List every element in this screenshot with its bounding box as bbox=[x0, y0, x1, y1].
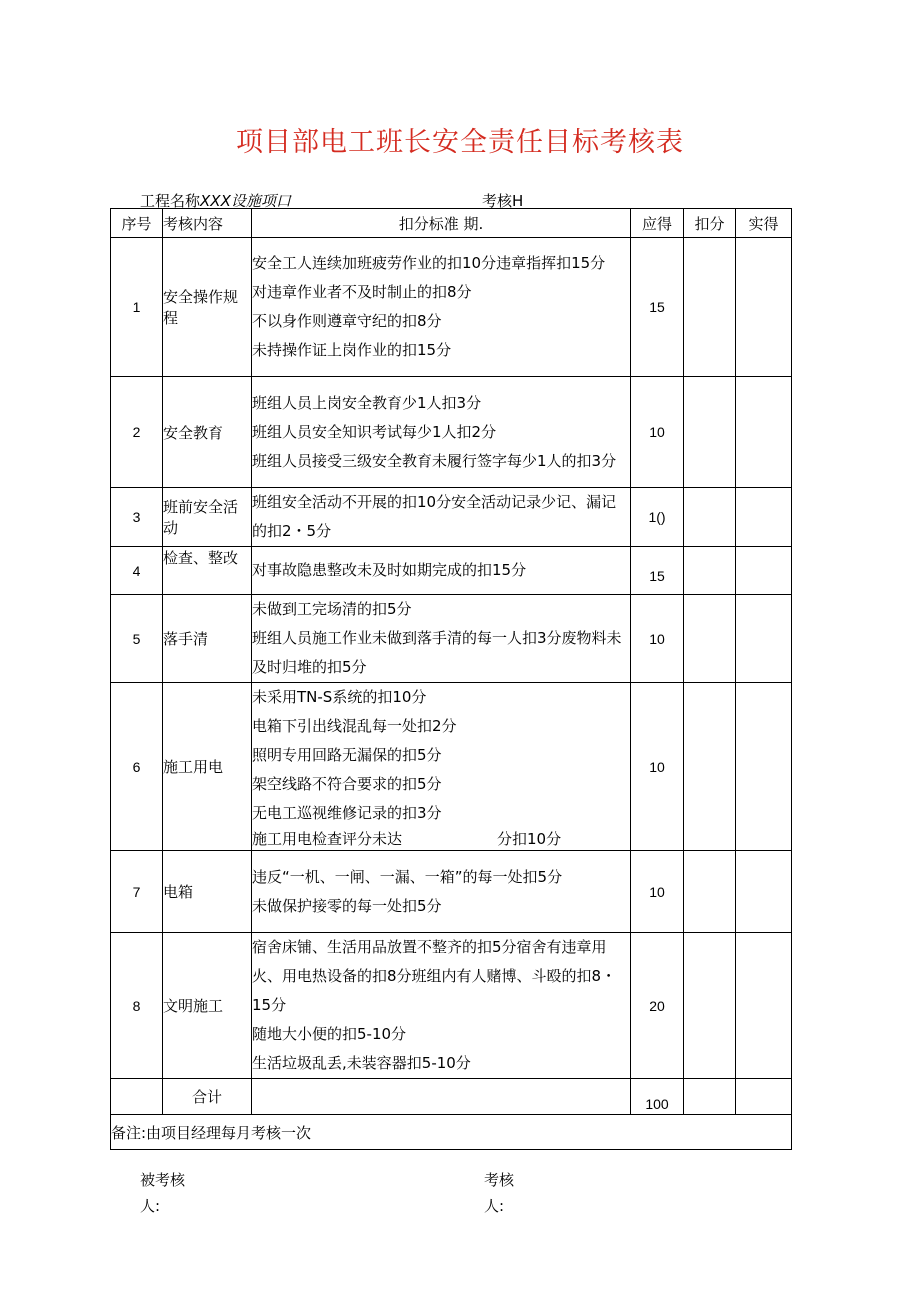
standard-line: 班组人员施工作业未做到落手清的每一人扣3分废物料未及时归堆的扣5分 bbox=[252, 629, 622, 676]
row-standard bbox=[252, 851, 631, 933]
row-standard bbox=[252, 488, 631, 547]
standard-line: 对事故隐患整改未及时如期完成的扣15分 bbox=[252, 561, 527, 579]
row-content: 电箱 bbox=[163, 851, 252, 933]
row-due: 15 bbox=[631, 547, 684, 595]
standard-line: 无电工巡视维修记录的扣3分 bbox=[252, 804, 442, 822]
table-row bbox=[111, 851, 792, 933]
row-seq: 3 bbox=[111, 488, 163, 547]
row-actual bbox=[736, 851, 792, 933]
row-seq: 7 bbox=[111, 851, 163, 933]
row-deduct bbox=[684, 547, 736, 595]
table-row bbox=[111, 933, 792, 1079]
standard-line bbox=[252, 828, 630, 850]
row-actual bbox=[736, 238, 792, 377]
row-deduct bbox=[684, 488, 736, 547]
row-seq: 2 bbox=[111, 377, 163, 488]
row-standard bbox=[252, 377, 631, 488]
row-content: 检查、整改 bbox=[163, 547, 252, 595]
standard-line: 电箱下引出线混乱每一处扣2分 bbox=[252, 717, 457, 735]
row-due: 15 bbox=[631, 238, 684, 377]
row-deduct bbox=[684, 851, 736, 933]
row-standard bbox=[252, 595, 631, 683]
row-seq: 5 bbox=[111, 595, 163, 683]
standard-line: 班组人员接受三级安全教育未履行签字每少1人的扣3分 bbox=[252, 451, 617, 470]
row-content: 文明施工 bbox=[163, 933, 252, 1079]
standard-line: 照明专用回路无漏保的扣5分 bbox=[252, 746, 442, 764]
row-content: 落手清 bbox=[163, 595, 252, 683]
row-due: 10 bbox=[631, 595, 684, 683]
row-content: 施工用电 bbox=[163, 683, 252, 851]
row-actual bbox=[736, 547, 792, 595]
standard-line: 班组人员安全知识考试每少1人扣2分 bbox=[252, 422, 497, 441]
remark: 备注:由项目经理每月考核一次 bbox=[111, 1115, 792, 1150]
table-row bbox=[111, 595, 792, 683]
project-value: XXX设施项口 bbox=[200, 192, 291, 210]
row-actual bbox=[736, 683, 792, 851]
row-seq: 6 bbox=[111, 683, 163, 851]
standard-line: 未做保护接零的每一处扣5分 bbox=[252, 896, 442, 915]
row-deduct bbox=[684, 238, 736, 377]
row-actual bbox=[736, 933, 792, 1079]
examinee-signature-label: 被考核人: bbox=[140, 1171, 186, 1215]
header-deduct: 扣分 bbox=[684, 209, 736, 238]
row-actual bbox=[736, 595, 792, 683]
row-content: 安全教育 bbox=[163, 377, 252, 488]
row-standard bbox=[252, 238, 631, 377]
total-seq bbox=[111, 1079, 163, 1115]
header-standard-suffix: 期. bbox=[463, 214, 484, 233]
row-due: 10 bbox=[631, 377, 684, 488]
row-standard bbox=[252, 933, 631, 1079]
document-title: 项目部电工班长安全责任目标考核表 bbox=[236, 127, 684, 158]
standard-line: 违反“一机、一闸、一漏、一箱”的每一处扣5分 bbox=[252, 867, 563, 886]
row-seq: 8 bbox=[111, 933, 163, 1079]
standard-line: 班组安全活动不开展的扣10分安全活动记录少记、漏记的扣2・5分 bbox=[252, 493, 617, 540]
header-seq: 序号 bbox=[111, 209, 163, 238]
row-deduct bbox=[684, 683, 736, 851]
standard-line: 架空线路不符合要求的扣5分 bbox=[252, 775, 442, 793]
row-standard bbox=[252, 547, 631, 595]
row-seq: 1 bbox=[111, 238, 163, 377]
header-actual: 实得 bbox=[736, 209, 792, 238]
total-deduct bbox=[684, 1079, 736, 1115]
remark-row bbox=[111, 1115, 792, 1150]
row-deduct bbox=[684, 933, 736, 1079]
row-deduct bbox=[684, 595, 736, 683]
row-actual bbox=[736, 488, 792, 547]
standard-line: 不以身作则遵章守纪的扣8分 bbox=[252, 312, 442, 330]
table-row bbox=[111, 683, 792, 851]
table-row bbox=[111, 488, 792, 547]
standard-line: 未持操作证上岗作业的扣15分 bbox=[252, 341, 452, 359]
assessment-table bbox=[110, 208, 792, 1150]
table-row bbox=[111, 547, 792, 595]
header-due: 应得 bbox=[631, 209, 684, 238]
standard-fragment: 分扣10分 bbox=[497, 830, 562, 848]
standard-line: 班组人员上岗安全教育少1人扣3分 bbox=[252, 393, 482, 412]
row-due: 10 bbox=[631, 851, 684, 933]
row-due: 1() bbox=[631, 488, 684, 547]
standard-line: 宿舍床铺、生活用品放置不整齐的扣5分宿舍有违章用火、用电热设备的扣8分班组内有人赌博、斗殴的扣8・15分 bbox=[252, 938, 617, 1014]
total-due: 100 bbox=[631, 1079, 684, 1115]
row-standard bbox=[252, 683, 631, 851]
table-header-row bbox=[111, 209, 792, 238]
standard-line: 生活垃圾乱丢,未装容器扣5-10分 bbox=[252, 1054, 471, 1072]
row-due: 10 bbox=[631, 683, 684, 851]
standard-fragment: 施工用电检查评分未达 bbox=[252, 830, 403, 848]
header-standard-label: 扣分标准 bbox=[398, 214, 459, 233]
row-seq: 4 bbox=[111, 547, 163, 595]
total-label: 合计 bbox=[163, 1079, 252, 1115]
header-standard bbox=[252, 209, 631, 238]
project-label: 工程名称 bbox=[140, 192, 201, 210]
row-content: 安全操作规程 bbox=[163, 238, 252, 377]
examiner-signature-label: 考核人: bbox=[484, 1171, 515, 1215]
standard-line: 对违章作业者不及时制止的扣8分 bbox=[252, 283, 472, 301]
row-actual bbox=[736, 377, 792, 488]
row-deduct bbox=[684, 377, 736, 488]
header-content: 考核内容 bbox=[163, 209, 252, 238]
row-due: 20 bbox=[631, 933, 684, 1079]
standard-line: 未采用TN-S系统的扣10分 bbox=[252, 688, 427, 706]
row-content: 班前安全活动 bbox=[163, 488, 252, 547]
table-row bbox=[111, 238, 792, 377]
standard-line: 未做到工完场清的扣5分 bbox=[252, 600, 412, 618]
standard-line: 安全工人连续加班疲劳作业的扣10分违章指挥扣15分 bbox=[252, 254, 606, 272]
standard-line: 随地大小便的扣5-10分 bbox=[252, 1025, 407, 1043]
table-row bbox=[111, 377, 792, 488]
total-row bbox=[111, 1079, 792, 1115]
total-actual bbox=[736, 1079, 792, 1115]
total-standard bbox=[252, 1079, 631, 1115]
assessment-date-label: 考核H bbox=[482, 192, 524, 210]
